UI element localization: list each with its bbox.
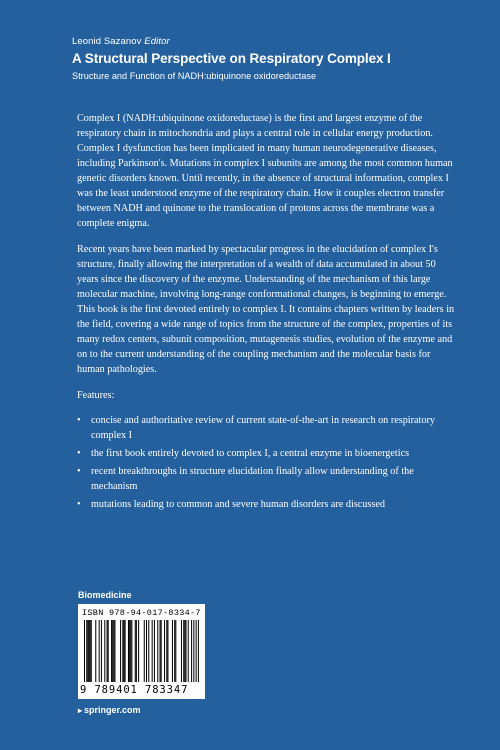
- features-list: [77, 413, 457, 512]
- barcode-icon: [84, 620, 199, 684]
- bullet-icon: •: [77, 466, 81, 477]
- features-title: Features:: [77, 390, 115, 401]
- feature-text: mutations leading to common and severe human disorders are discussed: [91, 499, 385, 510]
- editor-role: Editor: [144, 36, 170, 47]
- cover-header: [72, 36, 472, 82]
- feature-item: [77, 464, 457, 494]
- editor-name: Leonid Sazanov: [72, 36, 142, 47]
- ean-digits: 9 789401 783347: [80, 684, 189, 696]
- blurb-paragraph-2: Recent years have been marked by spectacular progress in the elucidation of complex I's structure, finally allowing the interpretation of a wealth of data accumulated in about 50 years since the discovery of the enzyme. Understanding of the mechanism of this large molecular machine, involving long-range conformational changes, is beginning to emerge. This book is the first devoted entirely to complex I. It contains chapters written by leaders in the field, covering a wide range of topics from the structure of the complex, properties of its many redox centers, subunit composition, mutagenesis studies, evolution of the enzyme and on to the current understanding of the coupling mechanism and the molecular basis for human pathologies.: [77, 244, 455, 375]
- feature-item: [77, 446, 457, 461]
- bullet-icon: •: [77, 415, 81, 426]
- feature-text: recent breakthroughs in structure elucidation finally allow understanding of the mechanism: [91, 466, 414, 492]
- book-title: A Structural Perspective on Respiratory Complex I: [72, 51, 391, 66]
- bullet-icon: •: [77, 448, 81, 459]
- feature-text: concise and authoritative review of current state-of-the-art in research on respiratory complex I: [91, 415, 435, 441]
- feature-item: [77, 413, 457, 443]
- arrow-right-icon: ▸: [78, 706, 83, 715]
- feature-text: the first book entirely devoted to complex I, a central enzyme in bioenergetics: [91, 448, 410, 459]
- feature-item: [77, 497, 457, 512]
- publisher-link[interactable]: [78, 705, 141, 715]
- barcode-panel: [78, 604, 205, 699]
- publisher-url: springer.com: [84, 705, 141, 715]
- book-subtitle: Structure and Function of NADH:ubiquinone oxidoreductase: [72, 71, 317, 81]
- isbn-text: ISBN 978-94-017-8334-7: [82, 608, 201, 618]
- bullet-icon: •: [77, 499, 81, 510]
- blurb: [77, 111, 457, 515]
- editor-line: [72, 36, 472, 48]
- subject-label: Biomedicine: [78, 590, 132, 600]
- blurb-paragraph-1: Complex I (NADH:ubiquinone oxidoreductase) is the first and largest enzyme of the respiratory chain in mitochondria and plays a central role in cellular energy production. Complex I dysfunction has been implicated in many human neurodegenerative diseases, including Parkinson's. Mutations in complex I subunits are among the most common human genetic disorders known. Until recently, in the absence of structural information, complex I was the least understood enzyme of the respiratory chain. How it couples electron transfer between NADH and quinone to the translocation of protons across the membrane was a complete enigma.: [77, 113, 453, 229]
